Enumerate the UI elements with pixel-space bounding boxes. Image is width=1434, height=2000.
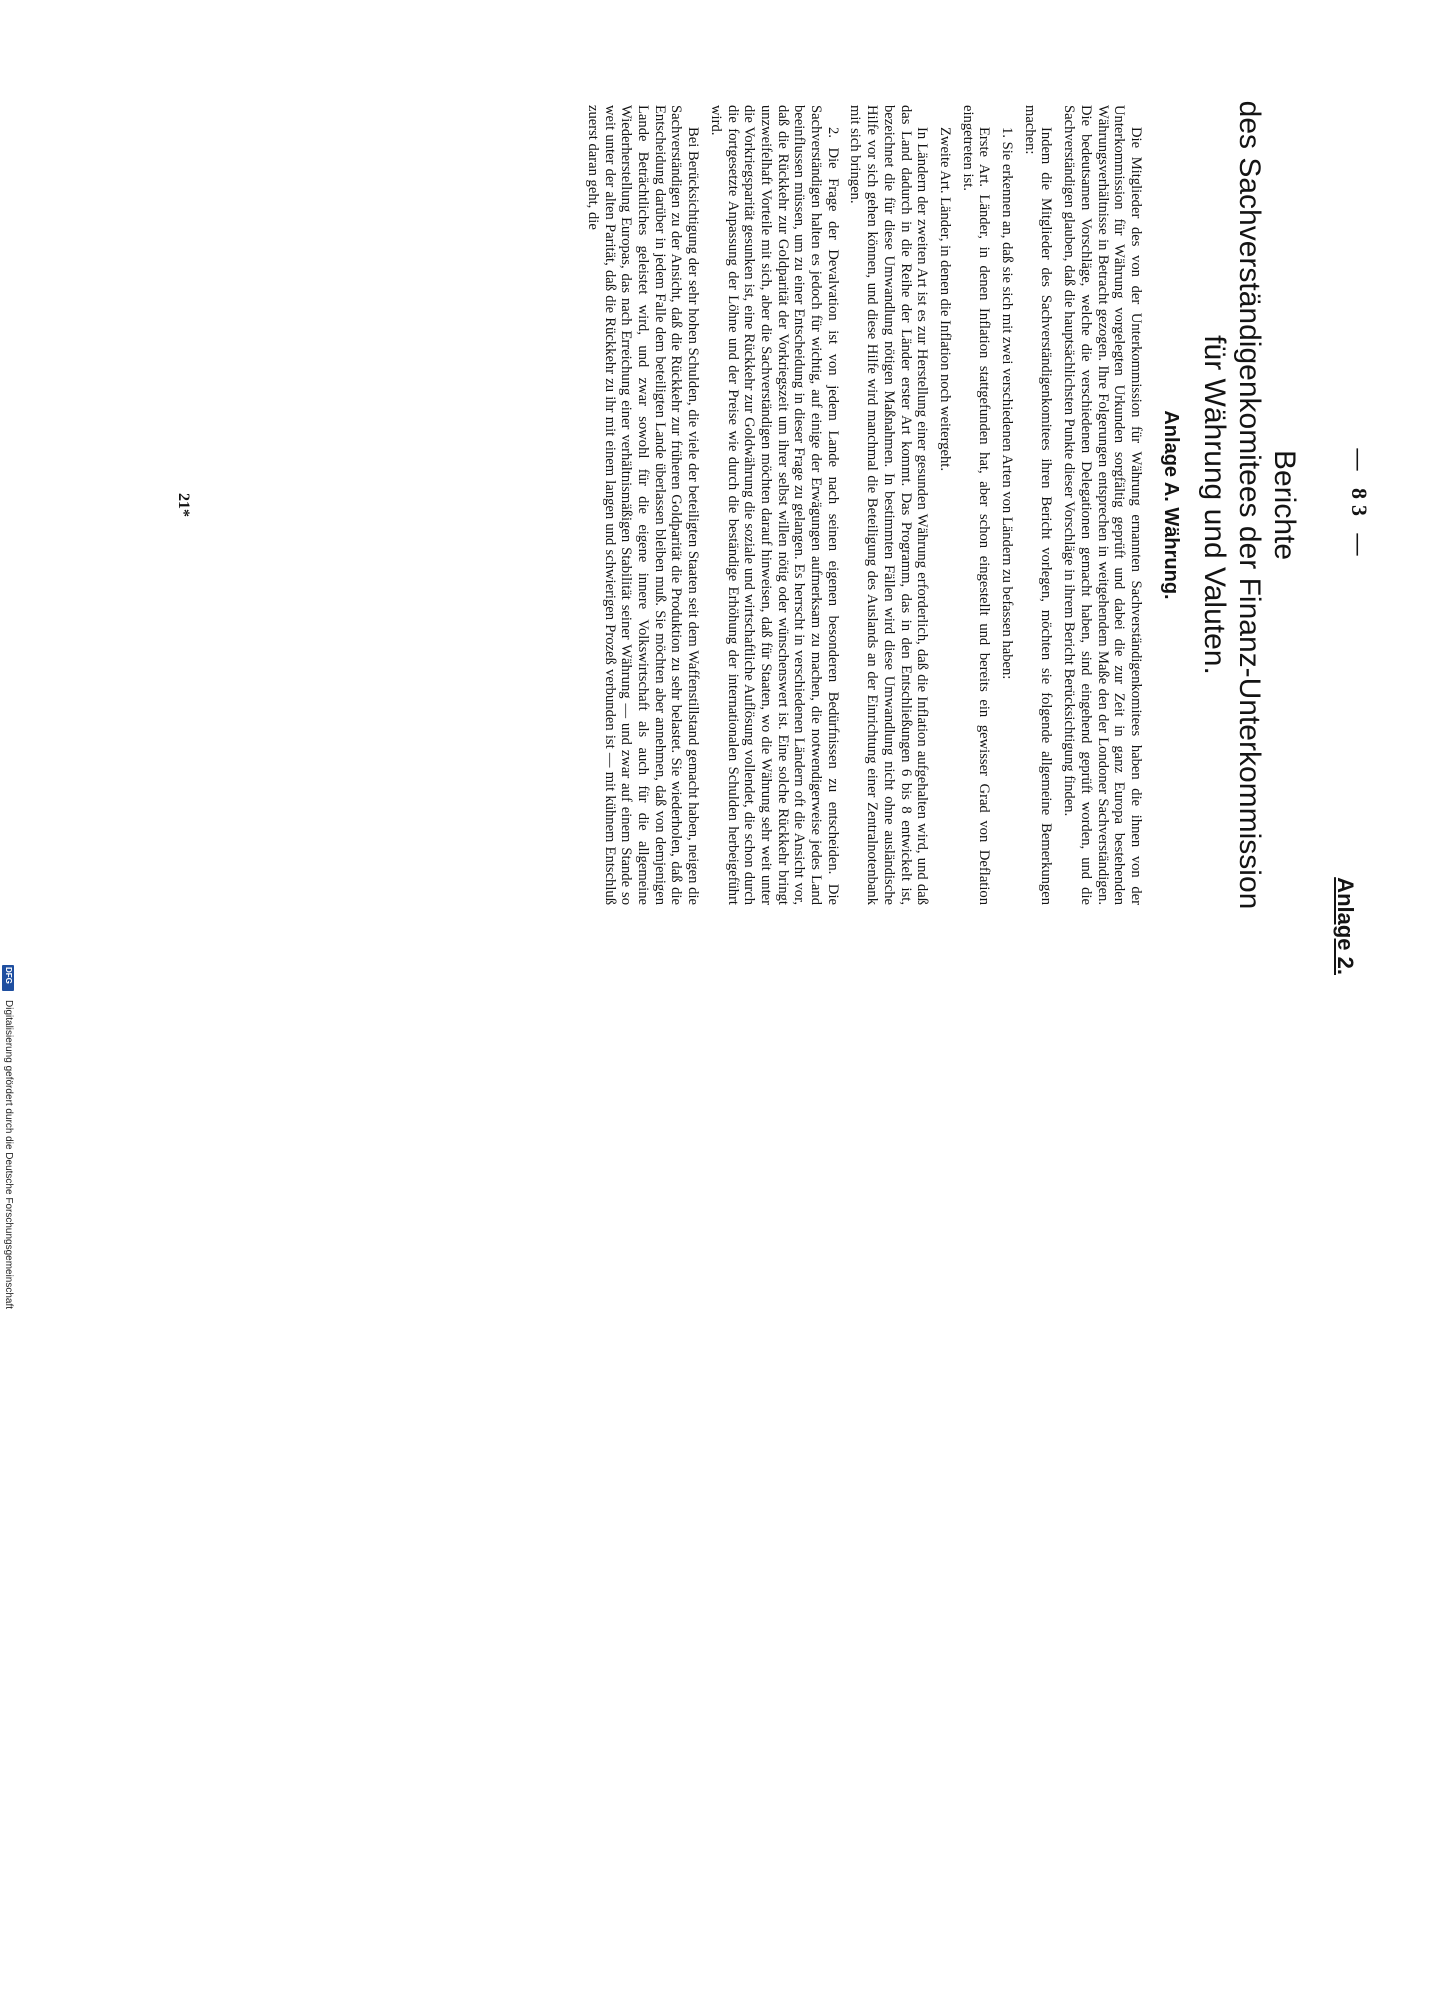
document-page	[82, 35, 1372, 975]
logo-text: DFG	[4, 967, 13, 984]
paragraph-1: Die Mitglieder des von der Unterkommission für Währung ernannten Sachverständigenkomitees haben die ihnen von der Unterkommission für Währung vorgelegten Urkunden sorgfältig geprüft und dabei die zur Zeit in ganz Europa bestehenden Währungsverhältnisse in Betracht gezogen. Ihre Folgerungen entsprechen in weitgehendem Maße den der Londoner Sachverständigen. Die bedeutsamen Vorschläge, welche die verschiedenen Delegationen gemacht haben, sind eingehend geprüft worden, und die Sachverständigen glauben, daß die hauptsächlichsten Punkte dieser Vorschläge in ihrem Bericht Berücksichtigung finden.	[1061, 105, 1144, 905]
paragraph-5: Zweite Art. Länder, in denen die Inflation noch weitergeht.	[936, 127, 953, 472]
paragraph-2: Indem die Mitglieder des Sachverständigenkomitees ihren Bericht vorlegen, möchten sie folgende allgemeine Bemerkungen machen:	[1021, 105, 1055, 905]
digitization-credit	[2, 1000, 16, 2000]
paragraph-7: 2. Die Frage der Devalvation ist von jedem Lande nach seinen eigenen besonderen Bedürfnissen zu entscheiden. Die Sachverständigen halten es jedoch für wichtig, auf einige der Erwägungen aufmerksam zu machen, die notwendigerweise jedes Land beeinflussen müssen, um zu einer Entscheidung in dieser Frage zu gelangen. Es herrscht in verschiedenen Ländern oft die Ansicht vor, daß die Rückkehr zur Goldparität der Vorkriegszeit um ihrer selbst willen nötig oder wünschenswert ist. Eine solche Rückkehr bringt unzweifelhaft Vorteile mit sich, aber die Sachverständigen möchten darauf hinweisen, daß für Staaten, wo die Währung sehr weit unter die Vorkriegsparität gesunken ist, eine Rückkehr zur Goldwährung die soziale und wirtschaftliche Auflösung vollendet, die schon durch die fortgesetzte Anpassung der Löhne und der Preise wie durch die beständige Erhöhung der internationalen Schulden herbeigeführt wird.	[707, 105, 841, 905]
body-text	[578, 105, 1144, 905]
paragraph-6: In Ländern der zweiten Art ist es zur Herstellung einer gesunden Währung erforderlich, daß die Inflation aufgehalten wird, und daß das Land dadurch in die Reihe der Länder erster Art kommt. Das Programm, das in den Entschließungen 6 bis 8 entwickelt ist, bezeichnet die für diese Umwandlung nötigen Maßnahmen. In bestimmten Fällen wird diese Umwandlung nicht ohne ausländische Hilfe vor sich gehen können, und diese Hilfe wird manchmal die Beteiligung des Auslands an der Einrichtung einer Zentralnotenbank mit sich bringen.	[847, 105, 931, 905]
title-line-1: Berichte	[1268, 449, 1301, 561]
section-heading: Anlage A. Währung.	[1160, 410, 1182, 600]
credit-text: Digitalisierung gefördert durch die Deutsche Forschungsgemeinschaft	[3, 1000, 14, 1310]
report-title	[1197, 35, 1302, 975]
paragraph-4: Erste Art. Länder, in denen Inflation stattgefunden hat, aber schon eingestellt und bereits ein gewisser Grad von Deflation eingetreten ist.	[959, 105, 993, 905]
title-line-3: für Währung und Valuten.	[1198, 335, 1231, 675]
folio: — 83 —	[1347, 448, 1372, 562]
title-line-2: des Sachverständigenkomitees der Finanz-Unterkommission	[1233, 100, 1266, 910]
dfg-logo-icon	[2, 965, 14, 991]
paragraph-3: 1. Sie erkennen an, daß sie sich mit zwei verschiedenen Arten von Ländern zu befassen haben:	[999, 127, 1016, 680]
page-number: 21*	[175, 493, 192, 517]
paragraph-8: Bei Berücksichtigung der sehr hohen Schulden, die viele der beteiligten Staaten seit dem Waffenstillstand gemacht haben, neigen die Sachverständigen zu der Ansicht, daß die Rückkehr zur früheren Goldparität die Produktion zu sehr belastet. Sie wiederholen, daß die Entscheidung darüber in jedem Falle dem beteiligten Lande überlassen bleiben muß. Sie möchten aber annehmen, daß von demjenigen Lande Beträchtliches geleistet wird, und zwar sowohl für die eigene innere Volkswirtschaft als auch für die allgemeine Wiederherstellung Europas, das nach Erreichung einer verhältnismäßigen Stabilität seiner Währung — und zwar auf einem Stande so weit unter der alten Parität, daß die Rückkehr zu ihr mit einem langen und schwierigen Prozeß verbunden ist — mit kühnem Entschluß zuerst daran geht, die	[584, 105, 702, 905]
anlage-label: Anlage 2.	[1333, 877, 1358, 975]
